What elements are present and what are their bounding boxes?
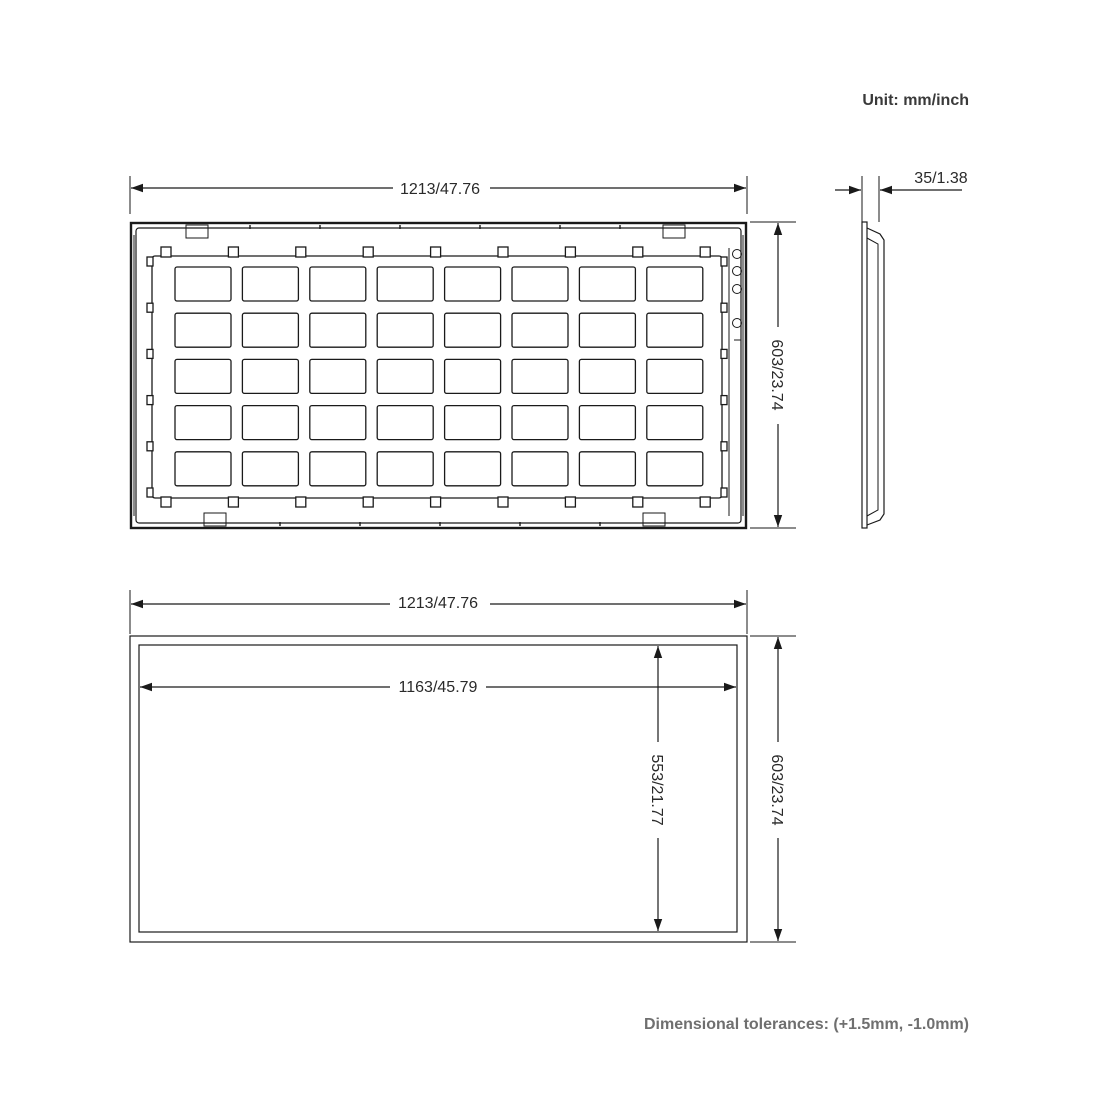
led-cell: [242, 267, 298, 301]
led-cell: [512, 267, 568, 301]
led-cell: [310, 452, 366, 486]
led-cell: [579, 452, 635, 486]
led-cell: [242, 406, 298, 440]
led-cell: [175, 406, 231, 440]
grid-tab: [161, 497, 171, 507]
bottom-outer-height-dimension: [750, 636, 796, 942]
grid-tab: [147, 349, 153, 358]
top-height-label: 603/23.74: [768, 339, 785, 411]
led-cell: [512, 406, 568, 440]
led-cell: [377, 267, 433, 301]
led-cell: [647, 267, 703, 301]
grid-tab: [721, 396, 727, 405]
led-cell: [512, 452, 568, 486]
grid-tab: [363, 247, 373, 257]
bottom-outer-width-dimension: [130, 590, 747, 634]
led-cell: [445, 452, 501, 486]
led-cell: [175, 313, 231, 347]
led-cell: [310, 359, 366, 393]
bottom-view: [130, 590, 796, 942]
led-cell: [647, 359, 703, 393]
tolerance-note: Dimensional tolerances: (+1.5mm, -1.0mm): [644, 1016, 969, 1033]
top-view: [130, 176, 796, 528]
grid-tab: [296, 247, 306, 257]
connector-block: [729, 248, 742, 516]
bottom-inner-width-label: 1163/45.79: [398, 679, 478, 696]
bottom-outer-width-label: 1213/47.76: [397, 595, 479, 612]
grid-tab: [147, 303, 153, 312]
grid-tab: [363, 497, 373, 507]
unit-label: Unit: mm/inch: [862, 92, 969, 109]
bottom-outer-height-label: 603/23.74: [768, 754, 785, 826]
led-cell: [512, 313, 568, 347]
led-cell: [647, 406, 703, 440]
led-cell: [445, 406, 501, 440]
led-cell: [310, 406, 366, 440]
grid-tab: [296, 497, 306, 507]
grid-tab: [228, 497, 238, 507]
grid-tab: [633, 497, 643, 507]
grid-tab: [147, 488, 153, 497]
led-cell: [242, 452, 298, 486]
led-cell: [310, 313, 366, 347]
grid-tab: [147, 442, 153, 451]
led-cell: [377, 359, 433, 393]
grid-tab: [721, 257, 727, 266]
grid-tab: [431, 497, 441, 507]
top-width-dimension: [130, 176, 747, 214]
led-cell: [647, 313, 703, 347]
side-depth-dimension: [835, 170, 968, 222]
grid-tab: [700, 247, 710, 257]
connector-icon: [733, 285, 742, 294]
led-cell: [647, 452, 703, 486]
grid-tab: [161, 247, 171, 257]
grid-tab: [721, 488, 727, 497]
grid-tab: [700, 497, 710, 507]
led-cell: [377, 406, 433, 440]
grid-tab: [498, 497, 508, 507]
led-cell: [579, 313, 635, 347]
connector-icon: [733, 319, 742, 328]
grid-tab: [721, 442, 727, 451]
led-cell: [377, 452, 433, 486]
led-cell: [512, 359, 568, 393]
led-grid-board: [152, 256, 722, 498]
led-cell: [242, 313, 298, 347]
led-cell: [242, 359, 298, 393]
led-cell: [175, 359, 231, 393]
grid-tab: [147, 396, 153, 405]
grid-tab: [721, 303, 727, 312]
led-cell: [175, 267, 231, 301]
top-width-label: 1213/47.76: [399, 181, 481, 198]
led-cell: [445, 359, 501, 393]
led-cell: [579, 267, 635, 301]
side-frame: [862, 222, 867, 528]
grid-tab: [565, 247, 575, 257]
top-height-dimension: [750, 222, 796, 528]
side-view: [835, 170, 968, 528]
grid-tab: [721, 349, 727, 358]
led-cell: [445, 313, 501, 347]
grid-tab: [565, 497, 575, 507]
led-cell: [310, 267, 366, 301]
led-cell: [445, 267, 501, 301]
grid-tab: [633, 247, 643, 257]
bottom-inner-height-label: 553/21.77: [648, 754, 665, 826]
grid-tab: [431, 247, 441, 257]
side-housing: [867, 228, 884, 525]
grid-tab: [147, 257, 153, 266]
connector-icon: [733, 267, 742, 276]
led-cell: [377, 313, 433, 347]
side-depth-label: 35/1.38: [914, 170, 968, 187]
grid-tab: [498, 247, 508, 257]
bottom-inner-height-dimension: [648, 646, 665, 931]
connector-icon: [733, 250, 742, 259]
bottom-inner-width-dimension: [140, 679, 736, 696]
led-cell: [175, 452, 231, 486]
led-cell: [579, 406, 635, 440]
grid-tab: [228, 247, 238, 257]
led-cell: [579, 359, 635, 393]
